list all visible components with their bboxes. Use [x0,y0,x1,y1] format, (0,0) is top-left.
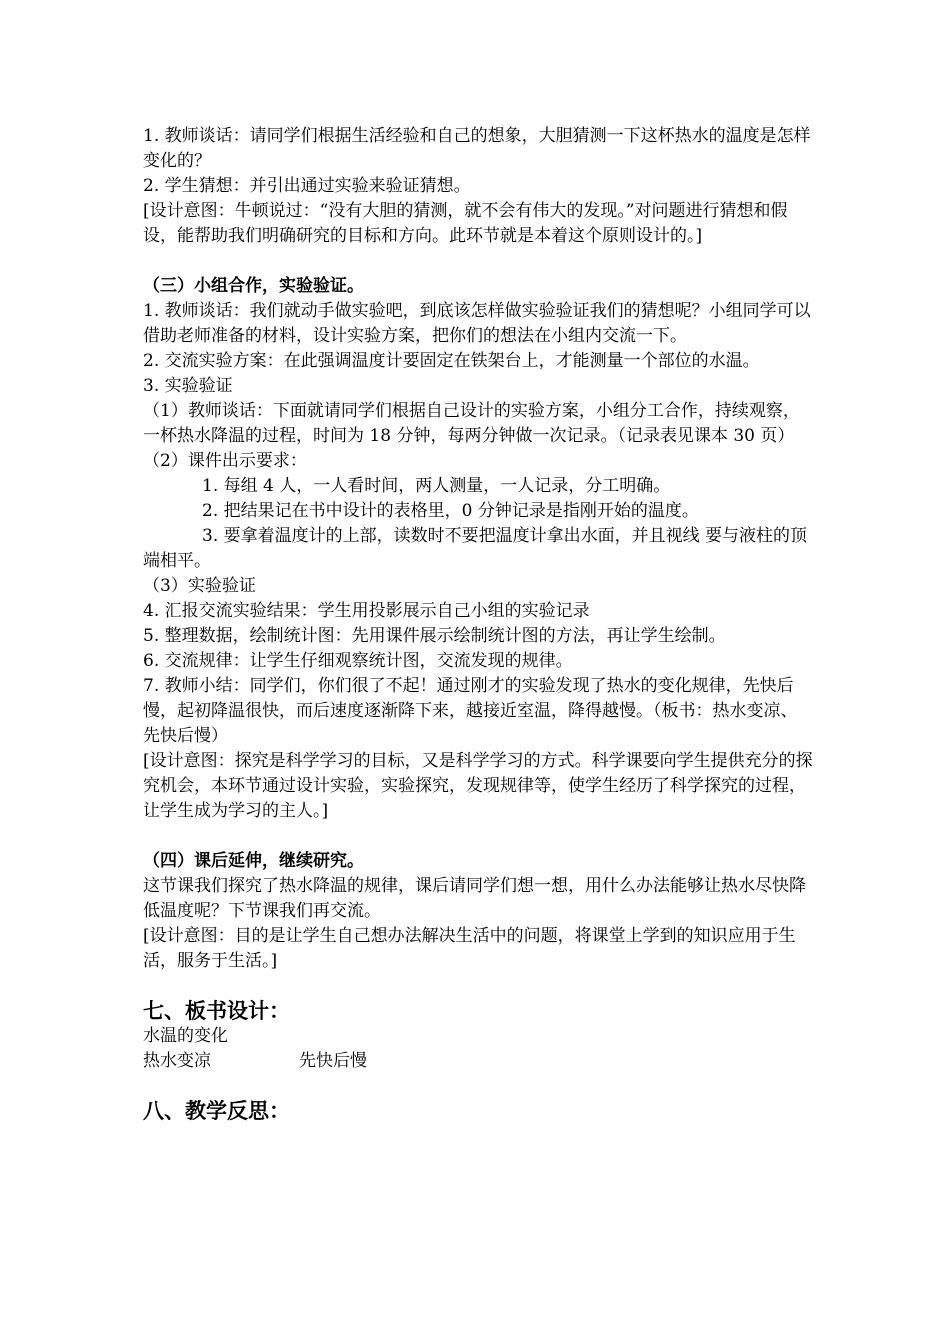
paragraph-s3-3: 3. 实验验证 [143,376,233,396]
paragraph-teacher-talk: 1. 教师谈话：请同学们根据生活经验和自己的想象，大胆猜测一下这杯热水的温度是怎样变化的？ [143,126,811,171]
paragraph-s3-10: 7. 教师小结：同学们，你们很了不起！通过刚才的实验发现了热水的变化规律，先快后慢，起初降温很快，而后速度逐渐降下来，越接近室温，降得越慢。（板书：热水变凉、先快后慢） [143,676,798,746]
paragraph-student-guess: 2. 学生猜想：并引出通过实验来验证猜想。 [143,176,471,196]
requirement-1: 1. 每组 4 人，一人看时间，两人测量，一人记录，分工明确。 [202,476,671,496]
board-line-2 [143,1049,813,1074]
paragraph-s3-1: 1. 教师谈话：我们就动手做实验吧，到底该怎样做实验验证我们的猜想呢？小组同学可以借助老师准备的材料，设计实验方案，把你们的想法在小组内交流一下。 [143,301,811,346]
paragraph-s3-4: （1）教师谈话：下面就请同学们根据自己设计的实验方案，小组分工合作，持续观察，一杯热水降温的过程，时间为 18 分钟，每两分钟做一次记录。（记录表见课本 30 页） [143,401,800,446]
section-heading-7: 七、板书设计： [143,999,290,1023]
paragraph-s3-5: （2）课件出示要求： [143,451,307,471]
paragraph-design-intent-1: [设计意图：牛顿说过：“没有大胆的猜测，就不会有伟大的发现。”对问题进行猜想和假设，能帮助我们明确研究的目标和方向。此环节就是本着这个原则设计的。] [143,201,788,246]
spacer [143,249,813,274]
board-line-1: 水温的变化 [143,1026,228,1046]
board-right-text: 先快后慢 [299,1051,367,1071]
paragraph-design-intent-2: [设计意图：探究是科学学习的目标，又是科学学习的方式。科学课要向学生提供充分的探究机会，本环节通过设计实验，实验探究，发现规律等，使学生经历了科学探究的过程，让学生成为学习的主人。] [143,751,813,821]
requirement-2: 2. 把结果记在书中设计的表格里，0 分钟记录是指刚开始的温度。 [202,501,699,521]
section-heading-3: （三）小组合作，实验验证。 [143,276,364,296]
document-body [143,124,813,1124]
paragraph-design-intent-3: [设计意图：目的是让学生自己想办法解决生活中的问题，将课堂上学到的知识应用于生活，服务于生活。] [143,926,796,971]
paragraph-s3-8: 5. 整理数据，绘制统计图：先用课件展示绘制统计图的方法，再让学生绘制。 [143,626,726,646]
requirement-3: 3. 要拿着温度计的上部，读数时不要把温度计拿出水面，并且视线 要与液柱的顶端相平。 [143,526,808,571]
spacer [143,974,813,998]
paragraph-s3-9: 6. 交流规律：让学生仔细观察统计图，交流发现的规律。 [143,651,573,671]
paragraph-s3-7: 4. 汇报交流实验结果：学生用投影展示自己小组的实验记录 [143,601,590,621]
paragraph-s4-1: 这节课我们探究了热水降温的规律，课后请同学们想一想，用什么办法能够让热水尽快降低温度呢？下节课我们再交流。 [143,876,806,921]
board-left-text: 热水变凉 [143,1051,211,1071]
spacer [143,824,813,849]
paragraph-s3-6: （3）实验验证 [143,576,256,596]
section-heading-4: （四）课后延伸，继续研究。 [143,851,364,871]
section-heading-8: 八、教学反思： [143,1099,290,1123]
spacer [143,1074,813,1098]
paragraph-s3-2: 2. 交流实验方案：在此强调温度计要固定在铁架台上，才能测量一个部位的水温。 [143,351,760,371]
